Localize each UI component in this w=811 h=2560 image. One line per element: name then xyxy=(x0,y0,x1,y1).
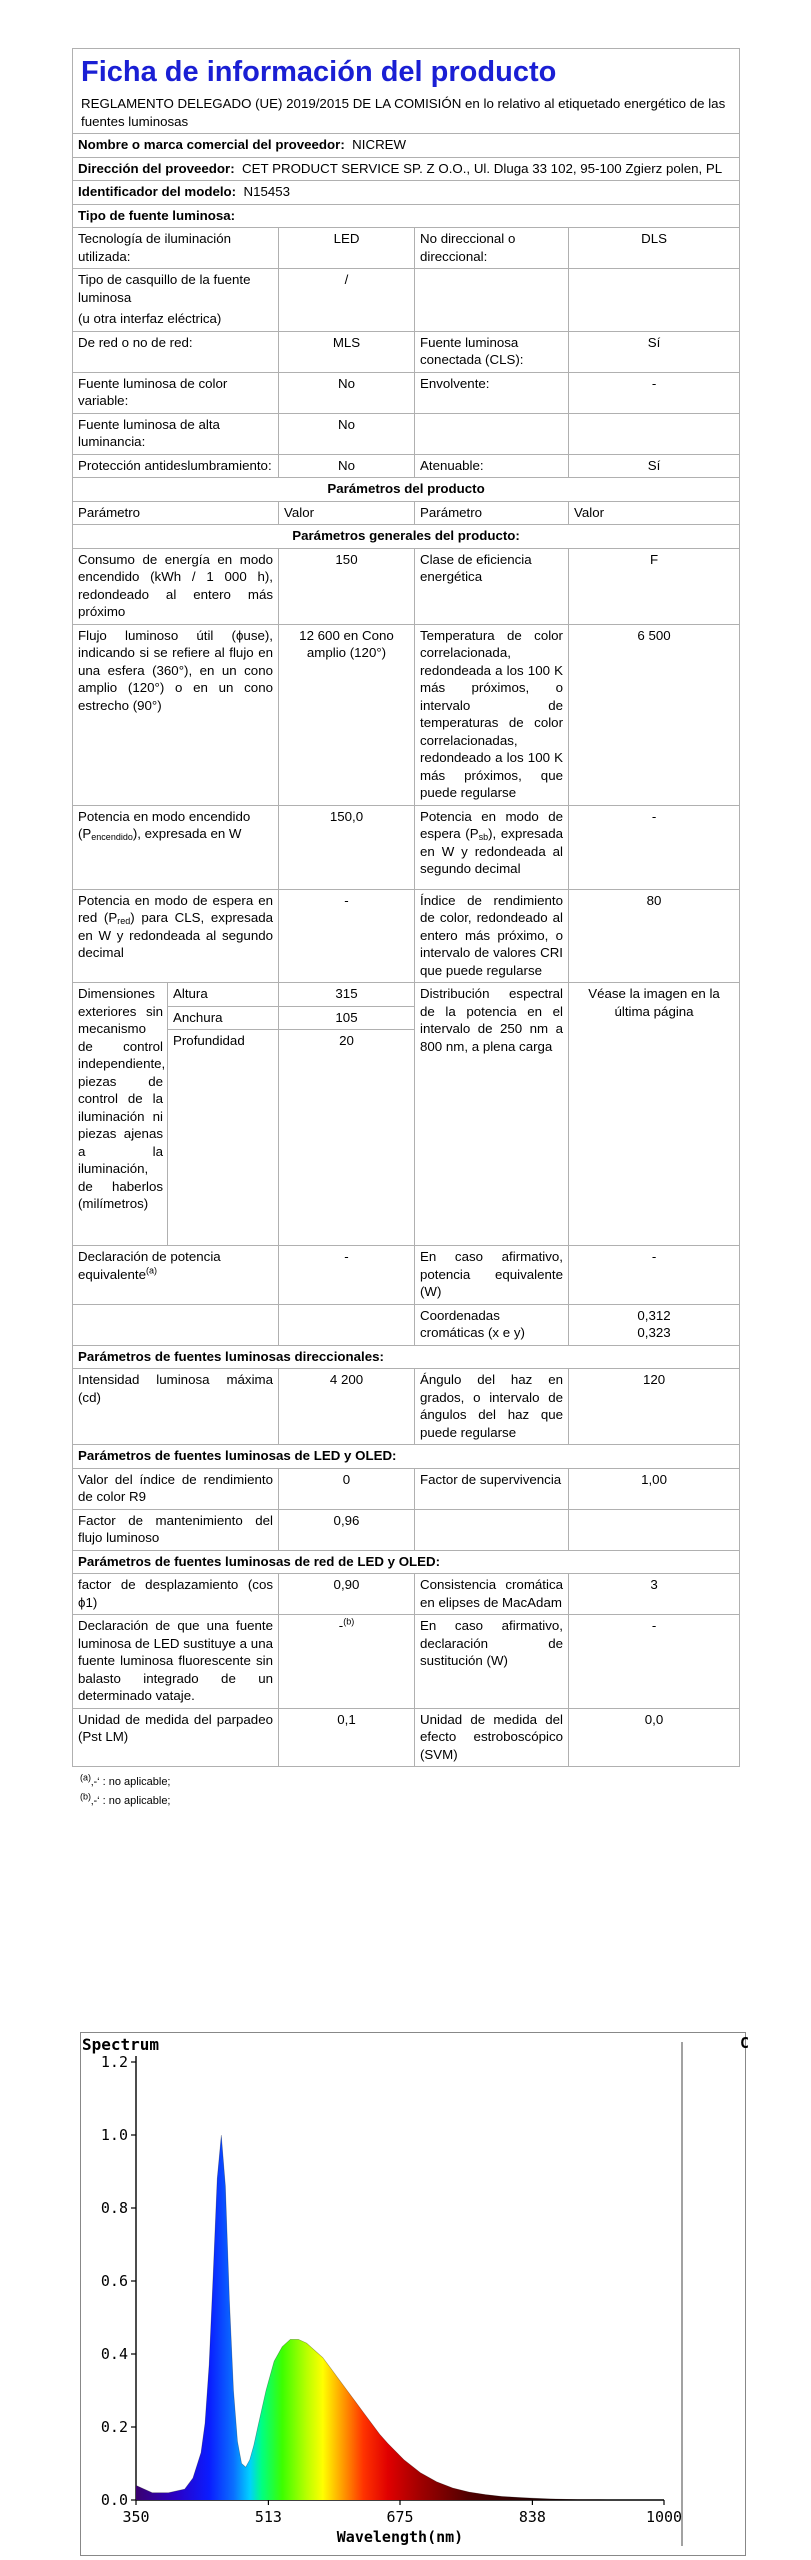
y-tick-label: 1.2 xyxy=(100,2053,128,2071)
r9-row xyxy=(73,1468,740,1509)
beam-angle-value: 120 xyxy=(569,1369,740,1445)
equivalent-power-row xyxy=(73,1246,740,1305)
r9-value: 0 xyxy=(279,1468,415,1509)
displacement-row xyxy=(73,1574,740,1615)
intensity-label: Intensidad luminosa máxima (cd) xyxy=(73,1369,279,1445)
energy-label: Consumo de energía en modo encendido (kWh / 1 000 h), redondeado al entero más próximo xyxy=(73,548,279,624)
maintenance-value: 0,96 xyxy=(279,1509,415,1550)
model-row xyxy=(73,181,740,205)
dimension-width-value: 105 xyxy=(279,1006,415,1030)
supplier-address-label: Dirección del proveedor: xyxy=(78,160,235,176)
standby-label: Potencia en modo de espera (P xyxy=(420,808,563,841)
type-row-color-tunable xyxy=(73,372,740,413)
type-row-cap xyxy=(73,269,740,332)
flux-row xyxy=(73,624,740,805)
supplier-name-row xyxy=(73,134,740,158)
standby-label-end: ), expresada en W y redondeada al segundo decimal xyxy=(420,826,563,876)
type-value: - xyxy=(569,372,740,413)
spectrum-layer xyxy=(82,2034,749,2546)
type-value: No xyxy=(279,454,415,478)
flicker-row xyxy=(73,1708,740,1767)
y-tick-label: 0.6 xyxy=(100,2272,128,2290)
column-header-value: Valor xyxy=(569,501,740,525)
cct-label: Temperatura de color correlacionada, redondeada a los 100 K más próximos, o intervalo de temperaturas de color correlacionadas, redondeado a los 100 K más próximos, que puede regularse xyxy=(415,624,569,805)
power-on-label: Potencia en modo encendido (P xyxy=(78,808,251,841)
type-label: Fuente luminosa de color variable: xyxy=(73,372,279,413)
power-on-subscript: encendido xyxy=(91,832,133,842)
product-information-sheet xyxy=(72,48,739,1811)
spectral-distribution-value: Véase la imagen en la última página xyxy=(569,983,740,1246)
type-label: Protección antideslumbramiento: xyxy=(73,454,279,478)
displacement-label: factor de desplazamiento (cos ϕ1) xyxy=(73,1574,279,1615)
type-label: Atenuable: xyxy=(415,454,569,478)
chart-corner-label: C xyxy=(740,2034,750,2052)
survival-value: 1,00 xyxy=(569,1468,740,1509)
dimension-height-value: 315 xyxy=(279,983,415,1007)
dimension-width-label: Anchura xyxy=(168,1006,279,1030)
supplier-address-row xyxy=(73,157,740,181)
y-tick-label: 1.0 xyxy=(100,2126,128,2144)
y-tick-label: 0.0 xyxy=(100,2491,128,2509)
network-standby-row xyxy=(73,889,740,983)
replacement-declaration-label: En caso afirmativo, declaración de sustitución (W) xyxy=(415,1615,569,1709)
class-label: Clase de eficiencia energética xyxy=(415,548,569,624)
x-tick-label: 350 xyxy=(122,2508,150,2526)
type-section-title: Tipo de fuente luminosa: xyxy=(73,204,740,228)
power-on-label-end: ), expresada en W xyxy=(132,826,242,841)
supplier-address-value: CET PRODUCT SERVICE SP. Z O.O., Ul. Dluga 33 102, 95-100 Zgierz polen, PL xyxy=(242,160,723,176)
type-label: No direccional o direccional: xyxy=(415,228,569,269)
fluorescent-replacement-value: - xyxy=(338,1618,344,1633)
type-row-mains xyxy=(73,331,740,372)
spectrum-chart xyxy=(80,2032,750,2556)
model-value: N15453 xyxy=(243,184,291,199)
x-tick-label: 675 xyxy=(386,2508,414,2526)
params-title: Parámetros del producto xyxy=(73,478,740,502)
footnote-b-marker: (b) xyxy=(80,1791,91,1802)
intensity-value: 4 200 xyxy=(279,1369,415,1445)
chromaticity-label: Coordenadas cromáticas (x e y) xyxy=(415,1304,569,1345)
type-value: DLS xyxy=(569,228,740,269)
flicker-label: Unidad de medida del parpadeo (Pst LM) xyxy=(73,1708,279,1767)
power-on-value: 150,0 xyxy=(279,805,415,889)
type-label: Tipo de casquillo de la fuente luminosa xyxy=(78,272,251,305)
flux-label: Flujo luminoso útil (ϕuse), indicando si se refiere al flujo en una esfera (360°), en un cono amplio (120°) o en un cono estrecho (90°) xyxy=(73,624,279,805)
type-value: Sí xyxy=(569,454,740,478)
supplier-name-label: Nombre o marca comercial del proveedor: xyxy=(78,137,345,152)
type-label-note: (u otra interfaz eléctrica) xyxy=(78,311,222,326)
cri-label: Índice de rendimiento de color, redondeado al entero más próximo, o intervalo de valores CRI que puede regularse xyxy=(415,889,569,983)
energy-row xyxy=(73,548,740,624)
type-label xyxy=(415,413,569,454)
column-header-parameter: Parámetro xyxy=(73,501,279,525)
footnote-b xyxy=(80,1792,739,1811)
y-tick-label: 0.4 xyxy=(100,2345,128,2363)
maintenance-label: Factor de mantenimiento del flujo luminoso xyxy=(73,1509,279,1550)
product-info-table xyxy=(72,48,740,1767)
x-axis-label: Wavelength(nm) xyxy=(336,2528,464,2546)
fluorescent-replacement-label: Declaración de que una fuente luminosa de LED sustituye a una fuente luminosa fluorescente sin balasto integrado de un determinado vataje. xyxy=(73,1615,279,1709)
regulation-text: REGLAMENTO DELEGADO (UE) 2019/2015 DE LA COMISIÓN en lo relativo al etiquetado energético de las fuentes luminosas xyxy=(81,96,726,129)
equivalent-power-detail-label: En caso afirmativo, potencia equivalente (W) xyxy=(415,1246,569,1305)
type-value: / xyxy=(279,269,415,332)
footnote-a xyxy=(80,1773,739,1792)
dimension-height-label: Altura xyxy=(168,983,279,1007)
type-value: Sí xyxy=(569,331,740,372)
class-value: F xyxy=(569,548,740,624)
spectrum-svg xyxy=(80,2032,750,2556)
y-tick-label: 0.8 xyxy=(100,2199,128,2217)
type-row-high-luminance xyxy=(73,413,740,454)
replacement-declaration-value: - xyxy=(569,1615,740,1709)
chromaticity-x: 0,312 xyxy=(637,1307,671,1323)
beam-angle-label: Ángulo del haz en grados, o intervalo de ángulos del haz que puede regularse xyxy=(415,1369,569,1445)
equivalent-power-value: - xyxy=(279,1246,415,1305)
directional-title: Parámetros de fuentes luminosas direccionales: xyxy=(73,1345,740,1369)
macadam-label: Consistencia cromática en elipses de MacAdam xyxy=(415,1574,569,1615)
type-row-technology xyxy=(73,228,740,269)
chromaticity-row xyxy=(73,1304,740,1345)
cct-value: 6 500 xyxy=(569,624,740,805)
footnote-a-marker: (a) xyxy=(80,1772,91,1783)
intensity-row xyxy=(73,1369,740,1445)
type-row-antiglare xyxy=(73,454,740,478)
spectral-distribution-label: Distribución espectral de la potencia en el intervalo de 250 nm a 800 nm, a plena carga xyxy=(415,983,569,1246)
type-value xyxy=(569,413,740,454)
column-header-parameter: Parámetro xyxy=(415,501,569,525)
type-value: LED xyxy=(279,228,415,269)
network-standby-label: Potencia en modo de espera en red (P xyxy=(78,892,273,925)
footnotes xyxy=(72,1773,739,1811)
survival-label: Factor de supervivencia xyxy=(415,1468,569,1509)
cri-value: 80 xyxy=(569,889,740,983)
column-header-value: Valor xyxy=(279,501,415,525)
network-standby-subscript: red xyxy=(117,916,131,926)
led-title: Parámetros de fuentes luminosas de LED y OLED: xyxy=(73,1445,740,1469)
title-cell xyxy=(73,49,740,134)
network-standby-label-end: ) para CLS, expresada en W y redondeada al segundo decimal xyxy=(78,910,274,960)
power-on-row xyxy=(73,805,740,889)
type-value xyxy=(569,269,740,332)
type-label: Tecnología de iluminación utilizada: xyxy=(73,228,279,269)
page-title: Ficha de información del producto xyxy=(81,56,557,88)
maintenance-row xyxy=(73,1509,740,1550)
fluorescent-replacement-row xyxy=(73,1615,740,1709)
chart-title: Spectrum xyxy=(82,2035,160,2054)
y-tick-label: 0.2 xyxy=(100,2418,128,2436)
footnote-marker-a: (a) xyxy=(146,1265,158,1276)
standby-subscript: sb xyxy=(478,832,489,842)
general-params-title: Parámetros generales del producto: xyxy=(73,525,740,549)
footnote-b-text: ‚-‘ : no aplicable; xyxy=(91,1795,171,1807)
network-standby-value: - xyxy=(279,889,415,983)
supplier-name-value: NICREW xyxy=(352,137,407,152)
macadam-value: 3 xyxy=(569,1574,740,1615)
type-label xyxy=(415,269,569,332)
x-tick-label: 838 xyxy=(518,2508,546,2526)
type-value: No xyxy=(279,413,415,454)
type-label: Envolvente: xyxy=(415,372,569,413)
energy-value: 150 xyxy=(279,548,415,624)
type-value: No xyxy=(279,372,415,413)
dimension-depth-label: Profundidad xyxy=(168,1030,279,1246)
type-label: Fuente luminosa de alta luminancia: xyxy=(73,413,279,454)
chromaticity-y: 0,323 xyxy=(637,1325,671,1340)
stroboscopic-label: Unidad de medida del efecto estroboscópico (SVM) xyxy=(415,1708,569,1767)
params-header-row xyxy=(73,501,740,525)
spectrum-area xyxy=(136,2135,664,2500)
type-value: MLS xyxy=(279,331,415,372)
displacement-value: 0,90 xyxy=(279,1574,415,1615)
r9-label: Valor del índice de rendimiento de color R9 xyxy=(73,1468,279,1509)
standby-value: - xyxy=(569,805,740,889)
dimension-depth-value: 20 xyxy=(279,1030,415,1246)
footnote-marker-b: (b) xyxy=(343,1616,355,1627)
x-tick-label: 513 xyxy=(254,2508,282,2526)
x-tick-label: 1000 xyxy=(645,2508,683,2526)
type-label: Fuente luminosa conectada (CLS): xyxy=(415,331,569,372)
equivalent-power-label: Declaración de potencia equivalente xyxy=(78,1249,221,1282)
model-label: Identificador del modelo: xyxy=(78,184,237,199)
flicker-value: 0,1 xyxy=(279,1708,415,1767)
dimensions-label: Dimensiones exteriores sin mecanismo de control independiente, piezas de control de la iluminación ni piezas ajenas a la iluminación, de haberlos (milímetros) xyxy=(73,983,168,1246)
type-label: De red o no de red: xyxy=(73,331,279,372)
dimensions-row-height xyxy=(73,983,740,1007)
flux-value: 12 600 en Cono amplio (120°) xyxy=(279,624,415,805)
mains-led-title: Parámetros de fuentes luminosas de red de LED y OLED: xyxy=(73,1550,740,1574)
footnote-a-text: ‚-‘ : no aplicable; xyxy=(91,1776,171,1788)
equivalent-power-detail-value: - xyxy=(569,1246,740,1305)
stroboscopic-value: 0,0 xyxy=(569,1708,740,1767)
